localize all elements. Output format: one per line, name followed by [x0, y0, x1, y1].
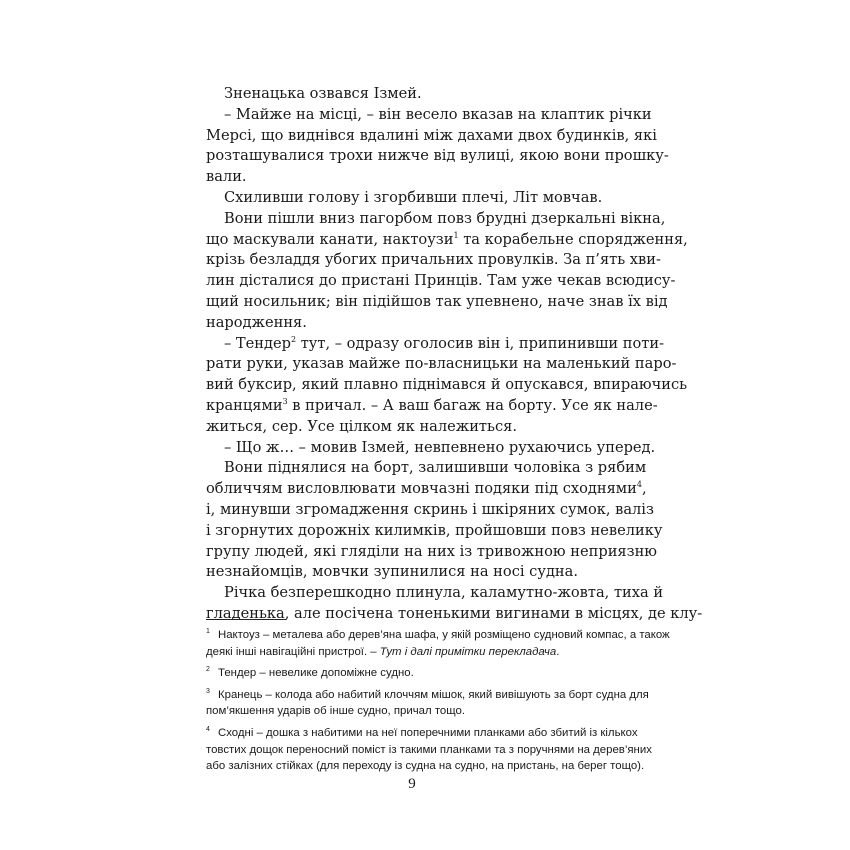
text-line: рати руки, указав майже по-власницьки на маленький паро- [206, 355, 677, 373]
footnote-line: товстих дощок переносний поміст із такими планками та з поручнями на дерев’яних [206, 743, 652, 756]
footnote-line: Кранець – колода або набитий клоччям мішок, який вивішують за борт судна для [218, 688, 649, 701]
text-line: – Тендер$^2$ тут, – одразу оголосив він і, припинивши поти- [224, 334, 665, 352]
footnote-divider [206, 619, 286, 620]
footnote-ref: 3 [282, 397, 288, 407]
text-line: житься, сер. Усе цілком як належиться. [206, 417, 517, 435]
footnote-line: Сходні – дошка з набитими на неї поперечними планками або збитий із кількох [218, 726, 638, 739]
text-line: Мерсі, що виднівся вдалині між дахами двох будинків, які [206, 126, 657, 144]
text-line: вий буксир, який плавно піднімався й опускався, впираючись [206, 376, 688, 394]
text-line: групу людей, які гляділи на них із тривожною неприязню [206, 542, 658, 560]
page-number: 9 [408, 776, 416, 792]
footnote-ref: 1 [453, 230, 459, 240]
footnotes [206, 627, 670, 780]
text-line: і, минувши згромадження скринь і шкіряних сумок, валіз [206, 500, 654, 518]
footnote-line: Тендер – невелике допоміжне судно. [218, 667, 414, 680]
footnote-ref: 4 [636, 480, 642, 490]
text-line: Вони піднялися на борт, залишивши чоловіка з рябим [224, 459, 647, 477]
text-line: Вони пішли вниз пагорбом повз брудні дзеркальні вікна, [224, 209, 666, 227]
footnote-number: 4 [206, 725, 210, 733]
footnote [206, 665, 616, 682]
text-line: гладенька, але посічена тоненькими вигинами в місцях, де клу- [206, 604, 703, 622]
text-line: кранцями$^3$ в причал. – А ваш багаж на борту. Усе як нале- [206, 396, 658, 414]
footnote [206, 725, 652, 775]
translator-note: Тут і далі примітки перекладача [379, 645, 557, 658]
footnote-line: деякі інші навігаційні пристрої. – Тут і далі примітки перекладача. [206, 645, 560, 658]
footnote [206, 627, 670, 660]
footnote-ref: 2 [291, 334, 297, 344]
footnote-number: 3 [206, 687, 210, 695]
body-text [206, 84, 703, 625]
text-line: – Що ж… – мовив Ізмей, невпевнено рухаючись уперед. [224, 438, 656, 456]
footnote-line: пом’якшення ударів об інше судно, причал тощо. [206, 705, 465, 718]
footnote-number: 1 [206, 628, 210, 635]
text-line: – Майже на місці, – він весело вказав на клаптик річки [224, 105, 652, 123]
text-line: Річка безперешкодно плинула, каламутно-жовта, тиха й [224, 584, 664, 602]
text-line: крізь безладдя убогих причальних провулків. За п’ять хви- [206, 251, 661, 269]
text-line: Зненацька озвався Ізмей. [224, 85, 422, 102]
text-line: щий носильник; він підійшов так упевнено, наче знав їх від [206, 292, 668, 310]
footnote [206, 687, 649, 720]
text-line: незнайомців, мовчки зупинилися на носі судна. [206, 563, 578, 581]
footnote-line: або залізних стійках (для переходу із судна на судно, на пристань, на берег тощо). [206, 760, 645, 773]
text-line: розташувалися трохи нижче від вулиці, якою вони прошку- [206, 147, 669, 165]
text-line: лин дісталися до пристані Принців. Там уже чекав всюдису- [206, 272, 676, 290]
footnote-number: 2 [206, 666, 210, 674]
footnote-line: Нактоуз – металева або дерев’яна шафа, у якій розміщено судновий компас, а також [218, 629, 670, 641]
text-line: обличчям висловлювати мовчазні подяки під сходнями$^4$, [206, 480, 647, 498]
text-line: вали. [206, 168, 247, 186]
text-line: Схиливши голову і згорбивши плечі, Літ мовчав. [224, 188, 603, 206]
text-line: що маскували канати, нактоузи$^1$ та корабельне спорядження, [206, 230, 688, 248]
text-line: народження. [206, 313, 307, 331]
text-line: і згорнутих дорожніх килимків, пройшовши повз невелику [206, 521, 663, 539]
